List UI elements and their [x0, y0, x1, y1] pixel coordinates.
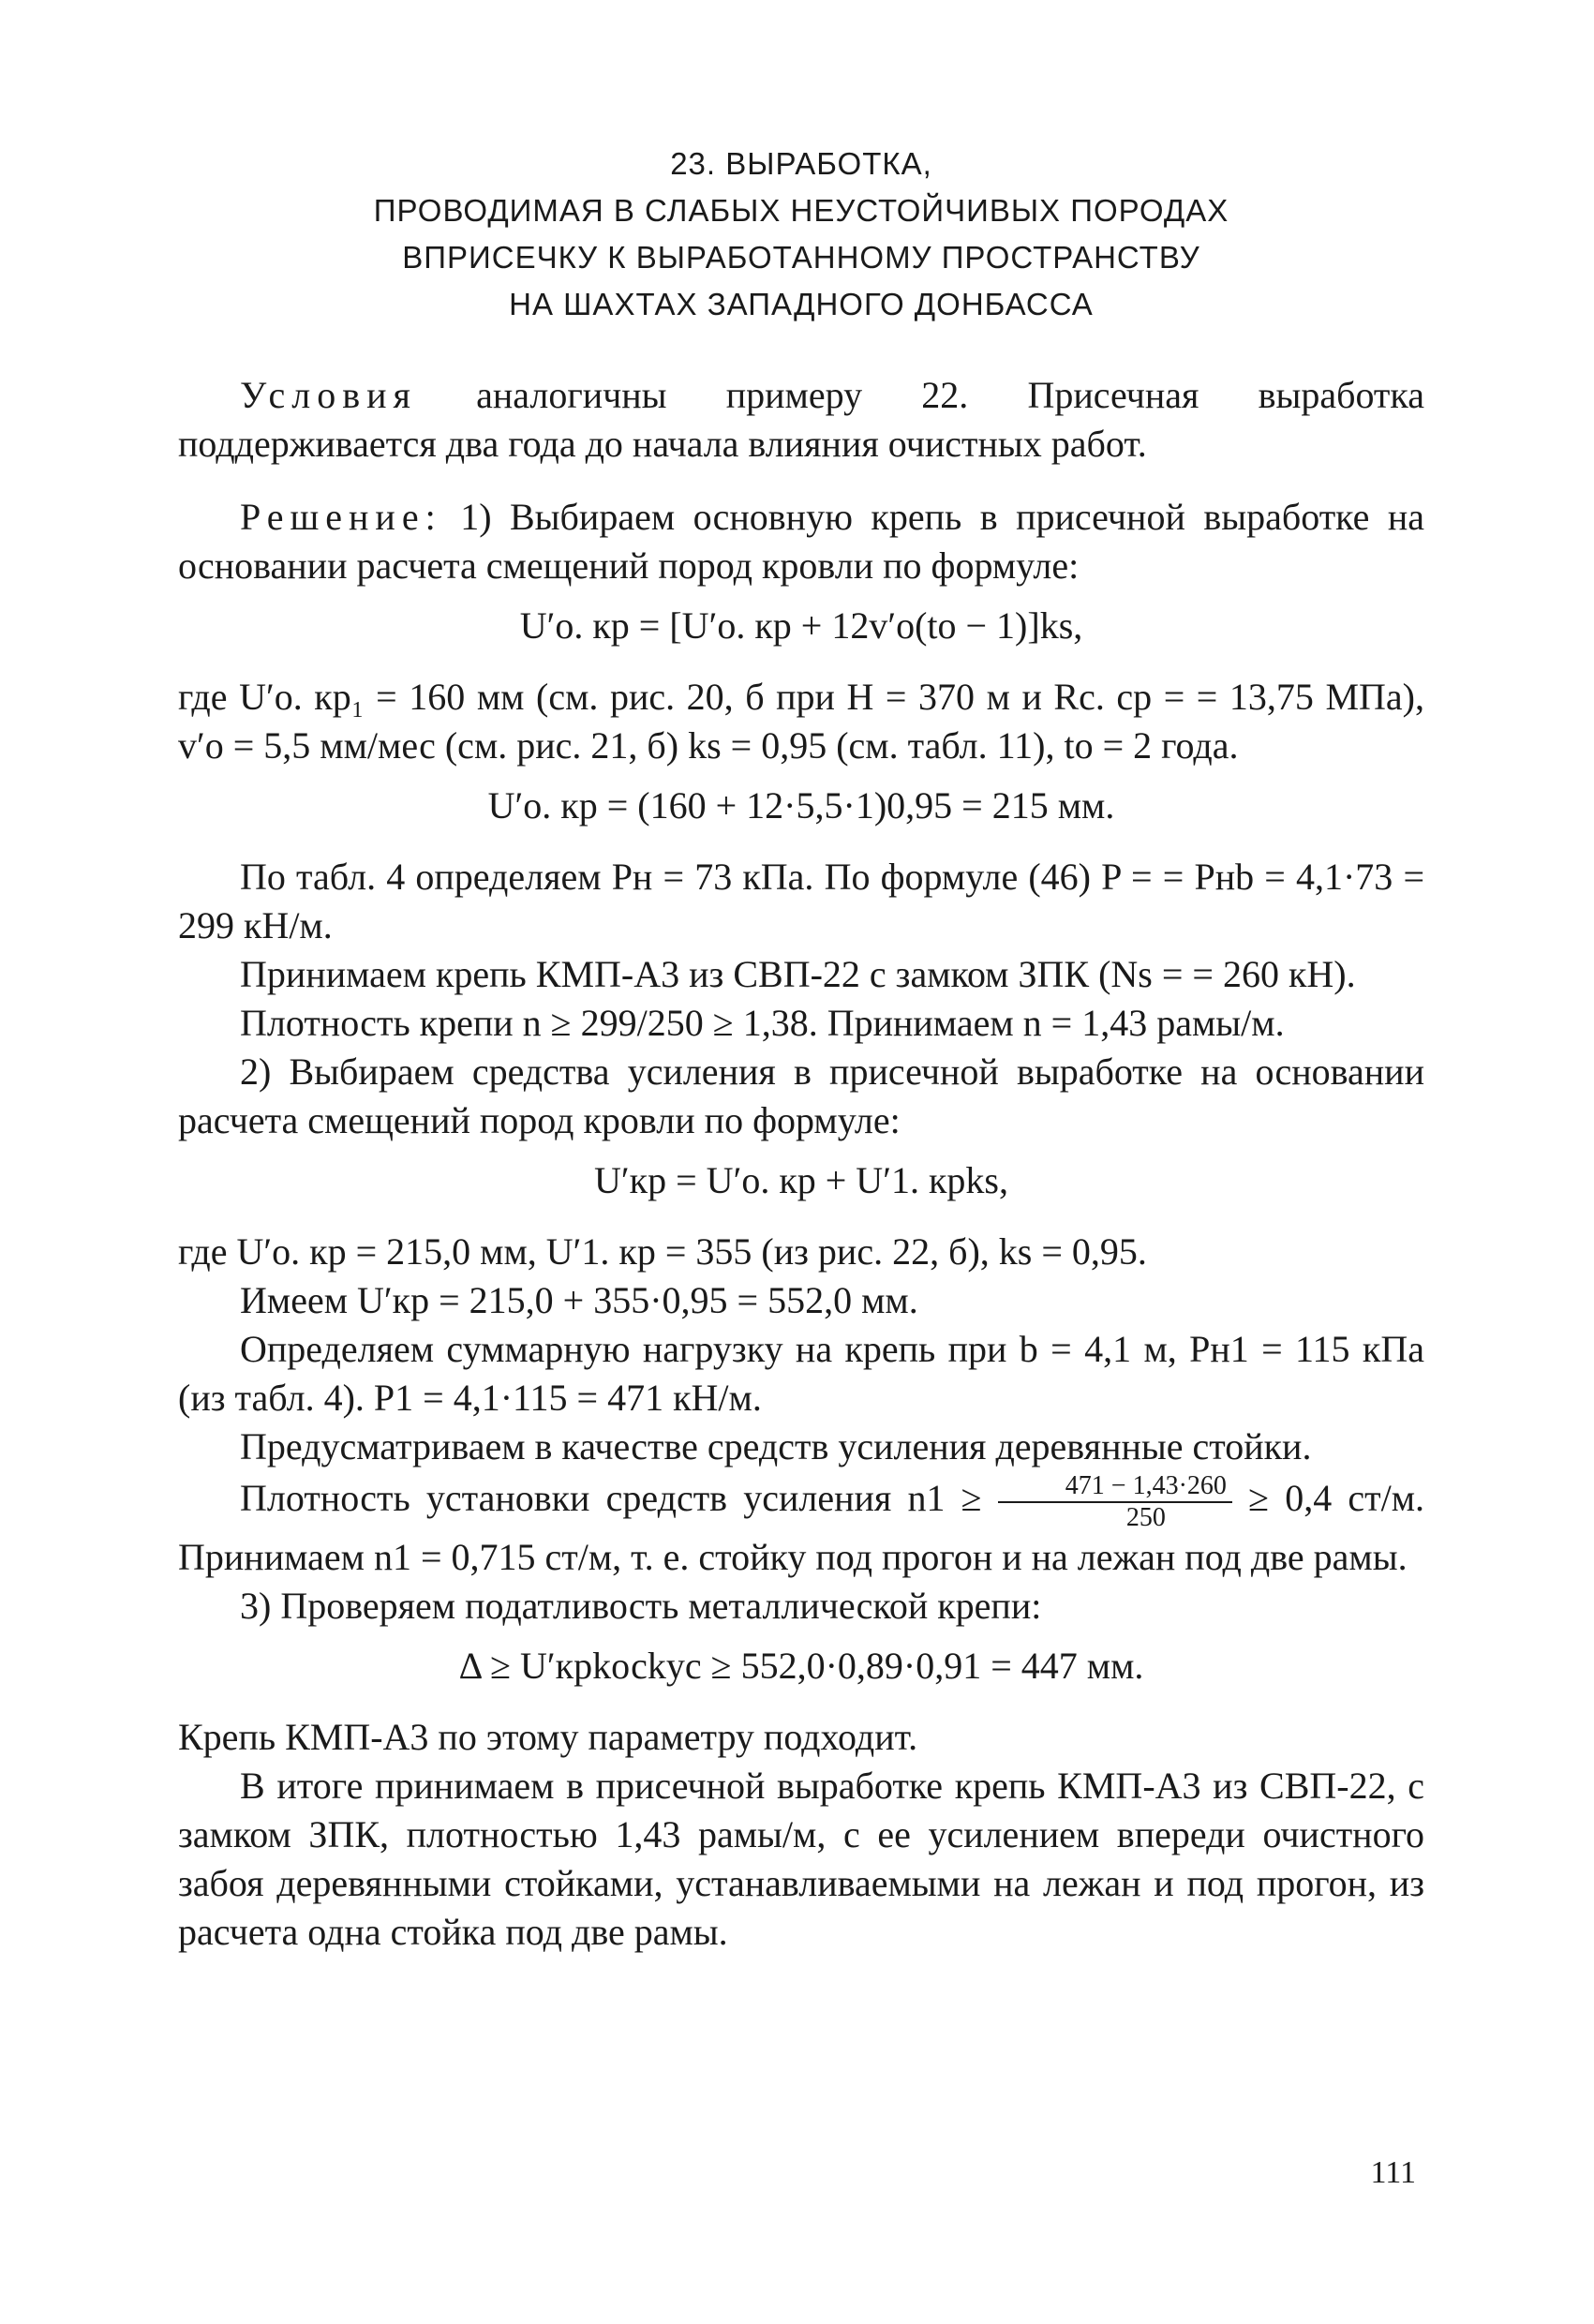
reinf-density-end: ≥ 0,4 ст/м. Принимаем n1 = 0,715 ст/м, т. е. стойку под прогон и на лежан под две рамы.: [178, 1477, 1425, 1578]
step2-paragraph: 2) Выбираем средства усиления в присечной выработке на основании расчета смещений пород кровли по формуле:: [178, 1050, 1424, 1141]
solution-label: Решение:: [240, 496, 442, 538]
where-paragraph-1: где U′о. кр₁ = 160 мм (см. рис. 20, б при H = 370 м и Rс. ср = = 13,75 МПа), v′о = 5,5 мм/мес (см. рис. 21, б) ks = 0,95 (см. табл. 11), tо = 2 года.: [178, 676, 1424, 767]
heading-line-2: ПРОВОДИМАЯ В СЛАБЫХ НЕУСТОЙЧИВЫХ ПОРОДАХ: [373, 193, 1229, 228]
heading-line-4: НА ШАХТАХ ЗАПАДНОГО ДОНБАССА: [509, 287, 1094, 321]
fraction-numerator: 471 − 1,43·260: [998, 1471, 1232, 1503]
formula-2: U′о. кр = (160 + 12·5,5·1)0,95 = 215 мм.: [487, 784, 1115, 827]
step1-text: 1) Выбираем основную крепь в присечной выработке на основании расчета смещений пород кровли по формуле:: [178, 496, 1425, 587]
where-paragraph-2: где U′о. кр = 215,0 мм, U′1. кр = 355 (из рис. 22, б), ks = 0,95.: [178, 1230, 1147, 1273]
fraction-denominator: 250: [1125, 1503, 1166, 1532]
step3-paragraph: 3) Проверяем податливость металлической крепи:: [240, 1585, 1042, 1627]
reinf-density-start: Плотность установки средств усиления n1 ≥: [240, 1477, 982, 1520]
formula-4: Δ ≥ U′крkосkус ≥ 552,0·0,89·0,91 = 447 мм.: [458, 1645, 1144, 1687]
page-number: 111: [1370, 2155, 1416, 2190]
heading-line-3: ВПРИСЕЧКУ К ВЫРАБОТАННОМУ ПРОСТРАНСТВУ: [402, 240, 1200, 275]
conditions-paragraph: [178, 371, 1424, 469]
density-fraction: [998, 1471, 1232, 1533]
density-paragraph: Плотность крепи n ≥ 299/250 ≥ 1,38. Принимаем n = 1,43 рамы/м.: [240, 1002, 1285, 1044]
have-paragraph: Имеем U′кр = 215,0 + 355·0,95 = 552,0 мм.: [240, 1279, 918, 1321]
provide-paragraph: Предусматриваем в качестве средств усиления деревянные стойки.: [240, 1425, 1312, 1467]
support-paragraph: Принимаем крепь КМП-А3 из СВП-22 с замком ЗПК (Ns = = 260 кН).: [240, 953, 1356, 995]
fits-paragraph: Крепь КМП-А3 по этому параметру подходит.: [178, 1716, 918, 1758]
solution-step1: [178, 493, 1424, 590]
conclusion-paragraph: В итоге принимаем в присечной выработке крепь КМП-А3 из СВП-22, с замком ЗПК, плотностью 1,43 рамы/м, с ее усилением впереди очистного забоя деревянными стойками, устанавливаемыми на лежан и под прогон, из расчета одна стойка под две рамы.: [178, 1765, 1424, 1953]
conditions-label: Условия: [240, 374, 417, 416]
formula-1: U′о. кр = [U′о. кр + 12v′о(tо − 1)]ks,: [519, 604, 1083, 647]
document-page: [178, 141, 1424, 1957]
load-paragraph: По табл. 4 определяем Pн = 73 кПа. По формуле (46) P = = Pнb = 4,1·73 = 299 кН/м.: [178, 856, 1424, 946]
conditions-text: аналогичны примеру 22. Присечная выработка поддерживается два года до начала влияния очистных работ.: [178, 374, 1424, 465]
reinforcement-density-paragraph: [178, 1471, 1424, 1582]
heading-line-1: 23. ВЫРАБОТКА,: [670, 146, 932, 181]
formula-3: U′кр = U′о. кр + U′1. крks,: [594, 1159, 1008, 1201]
section-heading: [178, 141, 1424, 328]
total-load-paragraph: Определяем суммарную нагрузку на крепь при b = 4,1 м, Pн1 = 115 кПа (из табл. 4). P1 = 4,1·115 = 471 кН/м.: [178, 1328, 1424, 1419]
